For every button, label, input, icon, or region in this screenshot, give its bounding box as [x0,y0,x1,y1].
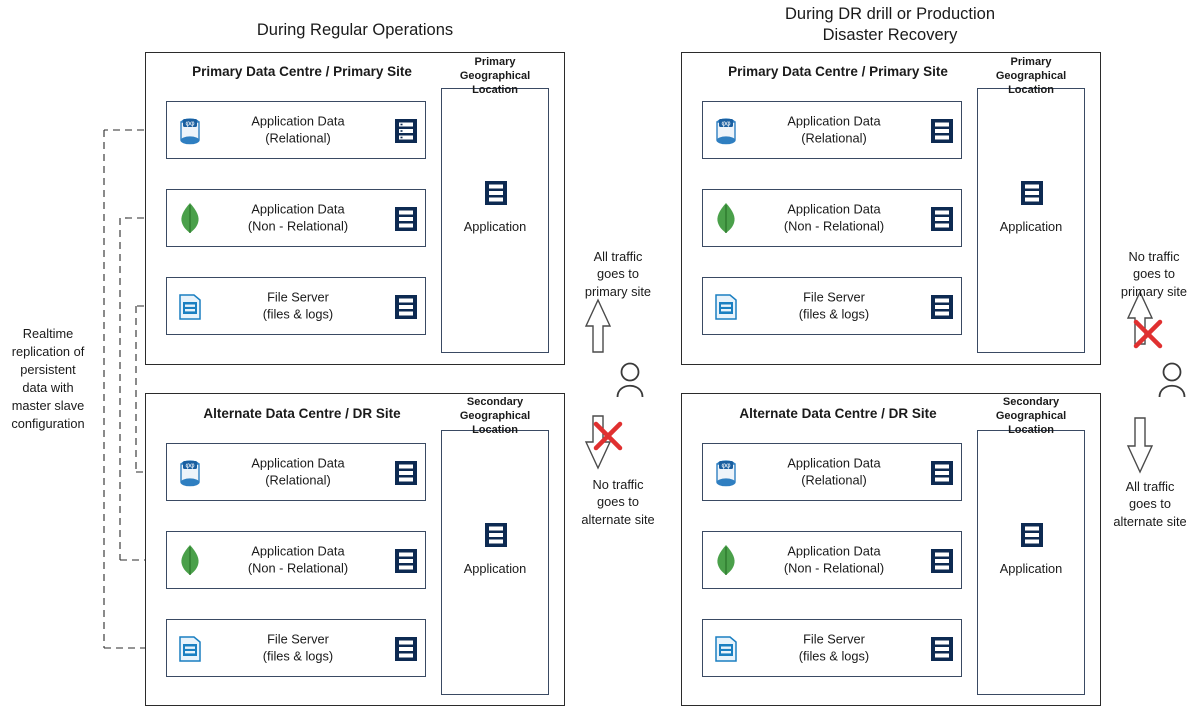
geo-title-line1: Primary [474,56,516,68]
resource-line1: Application Data [251,543,345,559]
resource-box-nonrelational[interactable] [166,189,426,247]
resource-line2: (Relational) [801,473,867,488]
traffic-line3: primary site [1120,283,1188,299]
mongodb-leaf-icon [179,545,201,577]
resource-line1: File Server [267,631,329,647]
resource-label [747,201,921,236]
mongodb-leaf-icon [179,203,201,235]
relational-database-icon [177,459,203,487]
resource-box-relational[interactable] [166,101,426,159]
replication-line5: master slave [11,397,85,413]
traffic-line2: goes to [1133,266,1175,282]
replication-line2: replication of [11,343,85,359]
resource-line2: (files & logs) [798,649,870,664]
server-icon [395,119,417,143]
file-server-icon [177,292,203,322]
right-user-icon [1160,364,1185,398]
right-traffic-up-label [1108,248,1200,300]
resource-line1: Application Data [787,201,881,217]
resource-box-nonrelational[interactable] [702,531,962,589]
geo-app-label: Application [999,561,1063,576]
resource-label [211,543,385,578]
geo-title-line3: Location [1008,83,1054,96]
geo-title-line2: Geographical [459,69,531,82]
resource-box-nonrelational[interactable] [166,531,426,589]
traffic-line3: alternate site [581,511,655,527]
relational-database-icon [713,117,739,145]
traffic-line3: primary site [584,283,652,299]
resource-box-file-server[interactable] [702,619,962,677]
traffic-line1: All traffic [1125,479,1175,494]
resource-label [747,631,921,666]
site-title-drdrill-primary: Primary Data Centre / Primary Site [728,64,948,79]
resource-label [211,455,385,490]
geo-title-secondary [977,396,1085,437]
server-icon [931,637,953,661]
geo-box-secondary-location [441,430,549,695]
replication-line6: configuration [11,415,85,431]
geo-title-line1: Secondary [1002,396,1060,408]
mongodb-leaf-icon [715,545,737,577]
server-icon [1021,523,1043,547]
traffic-line2: goes to [597,494,639,510]
traffic-line1: No traffic [1128,249,1180,264]
resource-box-relational[interactable] [166,443,426,501]
left-traffic-up-label [565,248,671,300]
traffic-line1: No traffic [592,477,644,492]
resource-box-file-server[interactable] [166,277,426,335]
traffic-line2: goes to [1129,496,1171,512]
server-icon [395,207,417,231]
resource-line2: (Non - Relational) [783,561,885,576]
panel-title-line1: During DR drill or Production [785,5,995,23]
resource-label [211,631,385,666]
geo-title-line2: Geographical [459,409,531,422]
resource-box-file-server[interactable] [702,277,962,335]
svg-text:φφ: φφ [721,120,731,128]
replication-line4: data with [22,379,74,395]
resource-label [747,289,921,324]
traffic-line1: All traffic [593,249,643,264]
resource-line2: (files & logs) [798,307,870,322]
resource-line2: (files & logs) [262,649,334,664]
file-server-icon [713,292,739,322]
resource-label [747,543,921,578]
resource-box-relational[interactable] [702,101,962,159]
server-icon [395,295,417,319]
svg-text:φφ: φφ [185,120,195,128]
resource-line2: (Relational) [265,131,331,146]
file-server-icon [177,634,203,664]
geo-app-label: Application [463,219,527,234]
resource-line2: (Relational) [801,131,867,146]
site-title-drdrill-dr: Alternate Data Centre / DR Site [739,406,937,421]
geo-box-primary-location [441,88,549,353]
server-icon [395,637,417,661]
resource-line2: (Non - Relational) [247,219,349,234]
file-server-icon [713,634,739,664]
geo-title-line1: Secondary [466,396,524,408]
replication-note [0,325,96,432]
server-icon [1021,181,1043,205]
resource-line1: Application Data [251,201,345,217]
resource-label [211,113,385,148]
server-icon [931,207,953,231]
resource-label [747,455,921,490]
replication-line1: Realtime [22,326,74,341]
resource-line2: (files & logs) [262,307,334,322]
server-icon [485,181,507,205]
resource-box-relational[interactable] [702,443,962,501]
geo-box-primary-location [977,88,1085,353]
resource-label [211,289,385,324]
resource-line1: File Server [803,631,865,647]
panel-title-line2: Disaster Recovery [822,25,958,44]
geo-box-secondary-location [977,430,1085,695]
geo-title-primary [977,56,1085,97]
left-traffic-down-label [560,476,676,528]
right-traffic-down-label [1100,478,1200,530]
panel-title-regular: During Regular Operations [256,21,454,39]
resource-line1: File Server [803,289,865,305]
geo-title-secondary [441,396,549,437]
geo-title-line3: Location [472,423,518,436]
relational-database-icon [713,459,739,487]
server-icon [931,295,953,319]
resource-line1: Application Data [251,455,345,471]
server-icon [931,119,953,143]
server-icon [395,461,417,485]
site-title-regular-dr: Alternate Data Centre / DR Site [203,406,401,421]
resource-box-file-server[interactable] [166,619,426,677]
traffic-line2: goes to [597,266,639,282]
server-icon [395,549,417,573]
geo-app-label: Application [999,219,1063,234]
geo-title-primary [441,56,549,97]
server-icon [931,549,953,573]
resource-line1: Application Data [787,455,881,471]
resource-line2: (Relational) [265,473,331,488]
resource-line2: (Non - Relational) [783,219,885,234]
geo-title-line3: Location [1008,423,1054,436]
left-traffic-arrow-up [586,300,610,352]
svg-text:φφ: φφ [721,462,731,470]
geo-title-line2: Geographical [995,69,1067,82]
resource-line1: Application Data [787,113,881,129]
geo-title-line2: Geographical [995,409,1067,422]
resource-line1: File Server [267,289,329,305]
resource-line1: Application Data [787,543,881,559]
traffic-line3: alternate site [1113,513,1187,529]
resource-line2: (Non - Relational) [247,561,349,576]
left-user-icon [618,364,643,398]
resource-label [747,113,921,148]
server-icon [931,461,953,485]
site-title-regular-primary: Primary Data Centre / Primary Site [192,64,412,79]
geo-title-line1: Primary [1010,56,1052,68]
resource-label [211,201,385,236]
geo-app-label: Application [463,561,527,576]
right-traffic-arrow-down [1128,418,1152,472]
svg-text:φφ: φφ [185,462,195,470]
server-icon [485,523,507,547]
mongodb-leaf-icon [715,203,737,235]
resource-box-nonrelational[interactable] [702,189,962,247]
replication-line3: persistent [20,361,76,377]
resource-line1: Application Data [251,113,345,129]
relational-database-icon [177,117,203,145]
panel-title-drdrill [740,4,1040,45]
geo-title-line3: Location [472,83,518,96]
